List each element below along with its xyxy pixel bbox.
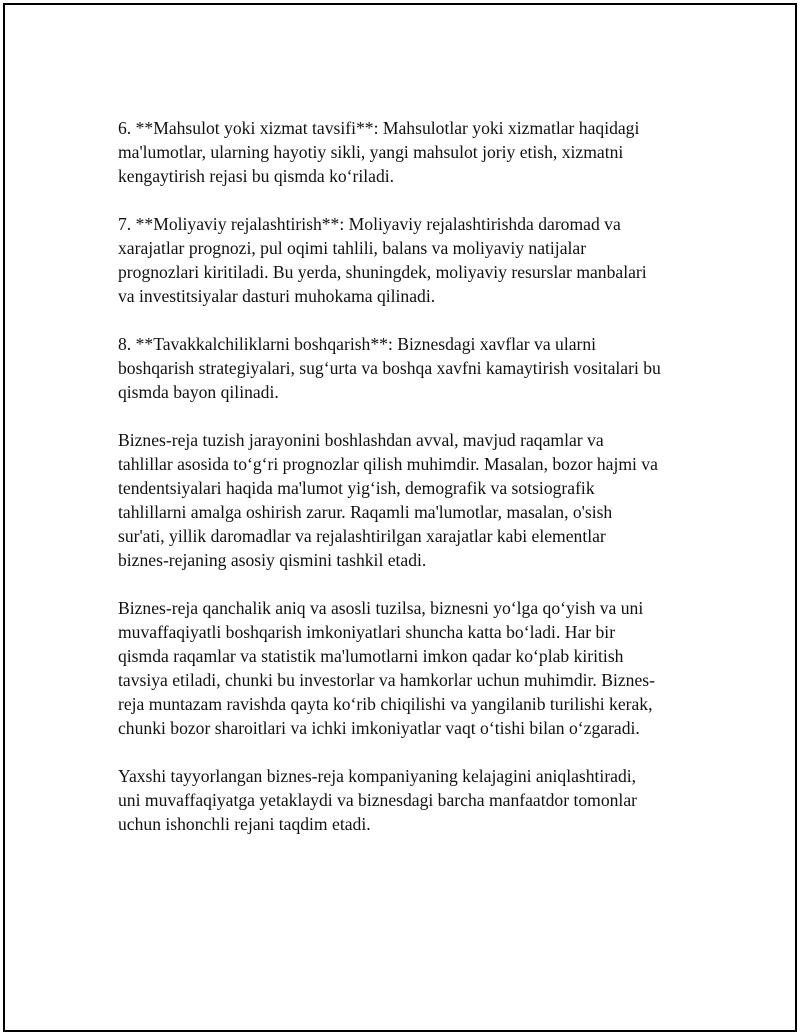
paragraph-risk-management: 8. **Tavakkalchiliklarni boshqarish**: Biznesdagi xavflar va ularni boshqarish strategiyalari, sug‘urta va boshqa xavfni kamaytirish vositalari bu qismda bayon qilinadi. bbox=[118, 334, 661, 402]
paragraph-accuracy: Biznes-reja qanchalik aniq va asosli tuzilsa, biznesni yo‘lga qo‘yish va uni muvaffaqiyatli boshqarish imkoniyatlari shuncha katta bo‘ladi. Har bir qismda raqamlar va statistik ma'lumotlarni imkon qadar ko‘plab kiritish tavsiya etiladi, chunki bu investorlar va hamkorlar uchun muhimdir. Biznes- reja muntazam ravishda qayta ko‘rib chiqilishi va yangilanib turilishi kerak, chunki bozor sharoitlari va ichki imkoniyatlar vaqt o‘tishi bilan o‘zgaradi. bbox=[118, 598, 655, 738]
paragraph-conclusion: Yaxshi tayyorlangan biznes-reja kompaniyaning kelajagini aniqlashtiradi, uni muvaffaqiyatga yetaklaydi va biznesdagi barcha manfaatdor tomonlar uchun ishonchli rejani taqdim etadi. bbox=[118, 766, 637, 834]
document-body bbox=[118, 116, 693, 860]
paragraph-financial-planning: 7. **Moliyaviy rejalashtirish**: Moliyaviy rejalashtirishda daromad va xarajatlar prognozi, pul oqimi tahlili, balans va moliyaviy natijalar prognozlari kiritiladi. Bu yerda, shuningdek, moliyaviy resurslar manbalari va investitsiyalar dasturi muhokama qilinadi. bbox=[118, 214, 647, 306]
paragraph-forecasting: Biznes-reja tuzish jarayonini boshlashdan avval, mavjud raqamlar va tahlillar asosida to‘g‘ri prognozlar qilish muhimdir. Masalan, bozor hajmi va tendentsiyalari haqida ma'lumot yig‘ish, demografik va sotsiografik tahlillarni amalga oshirish zarur. Raqamli ma'lumotlar, masalan, o'sish sur'ati, yillik daromadlar va rejalashtirilgan xarajatlar kabi elementlar biznes-rejaning asosiy qismini tashkil etadi. bbox=[118, 430, 658, 570]
paragraph-product-description: 6. **Mahsulot yoki xizmat tavsifi**: Mahsulotlar yoki xizmatlar haqidagi ma'lumotlar, ularning hayotiy sikli, yangi mahsulot joriy etish, xizmatni kengaytirish rejasi bu qismda ko‘riladi. bbox=[118, 118, 640, 186]
